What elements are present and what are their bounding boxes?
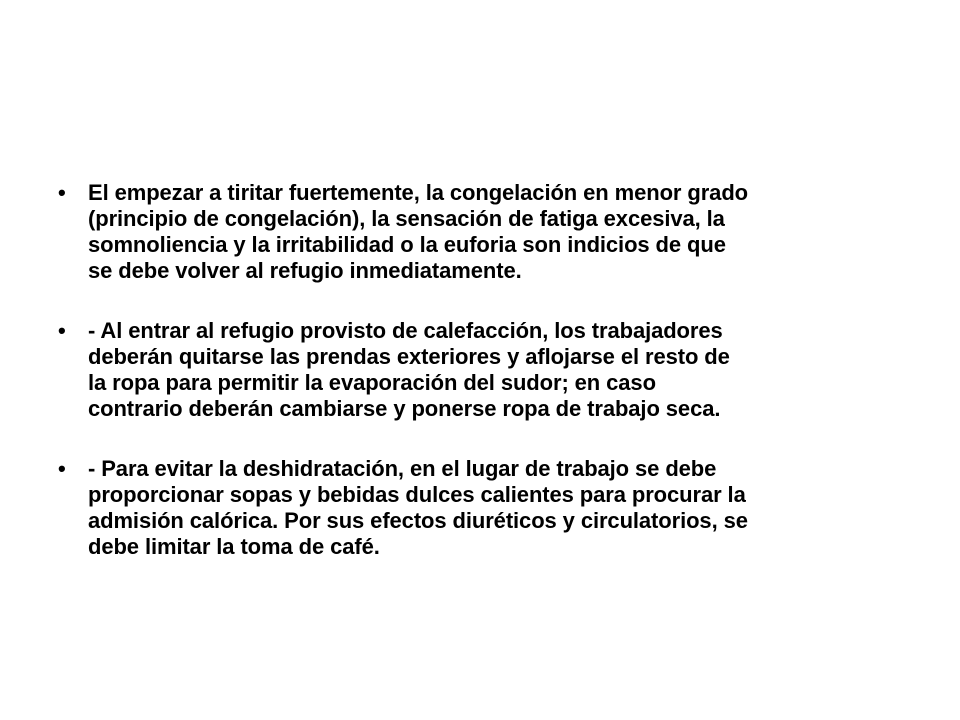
bullet-text: - Para evitar la deshidratación, en el lugar de trabajo se debe proporcionar sopas y bebidas dulces calientes para procurar la admisión calórica. Por sus efectos diuréticos y circulatorios, se debe limitar la toma de café. (88, 456, 748, 559)
bullet-text: El empezar a tiritar fuertemente, la congelación en menor grado (principio de congelación), la sensación de fatiga excesiva, la somnoliencia y la irritabilidad o la euforia son indicios de que se debe volver al refugio inmediatamente. (88, 180, 748, 283)
bullet-list (58, 180, 918, 594)
bullet-text: - Al entrar al refugio provisto de calefacción, los trabajadores deberán quitarse las prendas exteriores y aflojarse el resto de la ropa para permitir la evaporación del sudor; en caso contrario deberán cambiarse y ponerse ropa de trabajo seca. (88, 318, 730, 421)
bullet-icon: • (58, 180, 66, 205)
bullet-icon: • (58, 456, 66, 481)
bullet-icon: • (58, 318, 66, 343)
bullet-item-3 (58, 456, 918, 560)
bullet-item-2 (58, 318, 918, 422)
bullet-item-1 (58, 180, 918, 284)
